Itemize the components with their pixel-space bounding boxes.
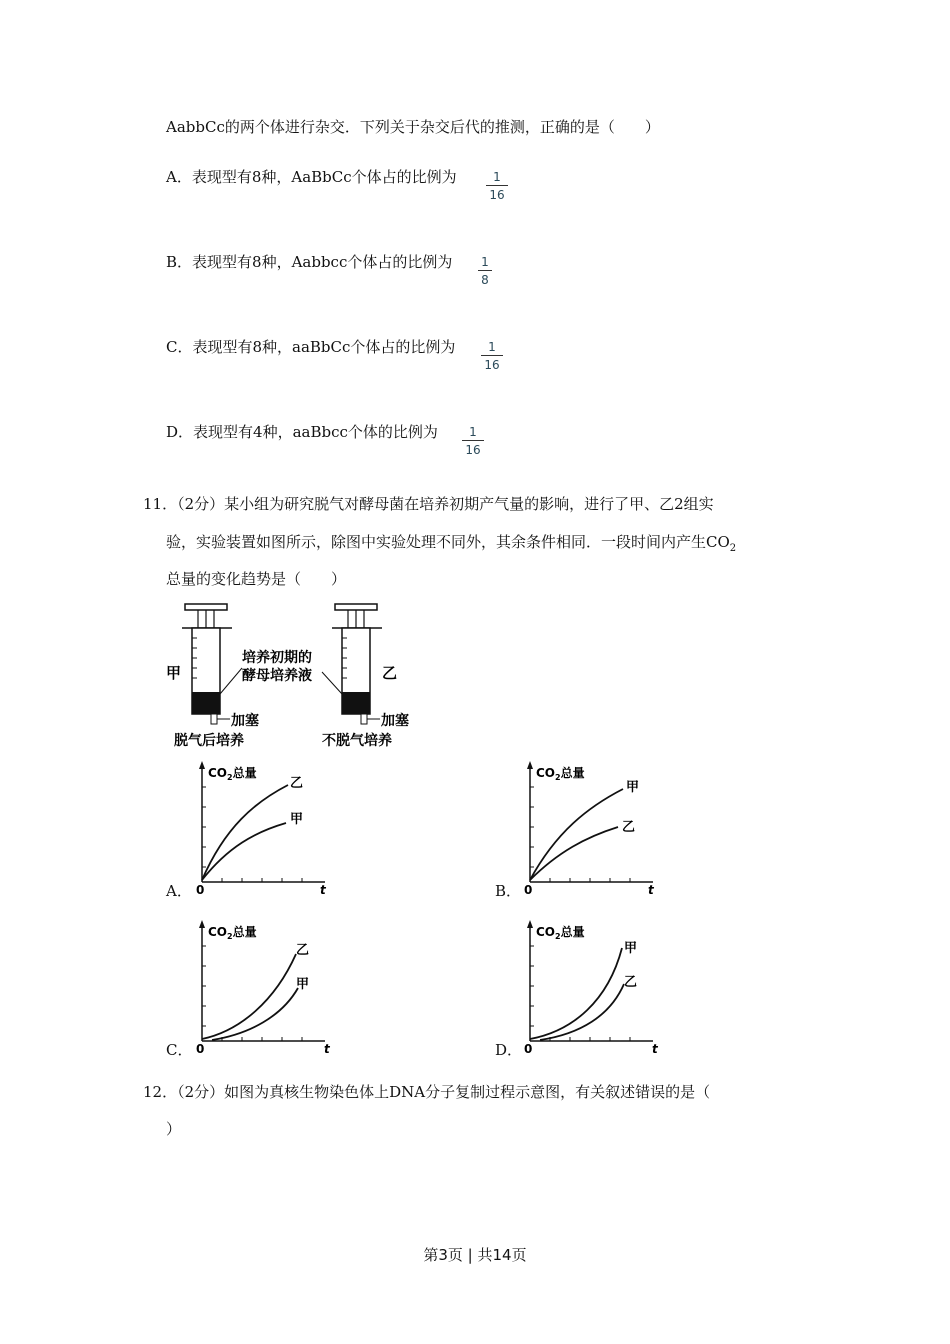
graph-a — [190, 757, 340, 897]
q11-option-a-label: A． — [166, 882, 192, 900]
page-footer: 第3页 | 共14页 — [423, 1246, 527, 1264]
fraction-denominator: 16 — [484, 358, 500, 372]
q10-option-c: C．表现型有8种，aaBbCc个体占的比例为 — [166, 338, 456, 356]
q10-option-c-fraction — [481, 340, 503, 372]
graph-ylabel-rest: 总量 — [232, 766, 257, 780]
graph-ylabel-rest: 总量 — [560, 766, 585, 780]
label-stopper-left: 加塞 — [231, 713, 259, 729]
q10-option-d: D．表现型有4种，aaBbcc个体的比例为 — [166, 423, 438, 441]
graph-origin: 0 — [524, 883, 533, 897]
curve-lower — [202, 823, 286, 880]
experiment-apparatus-figure — [160, 598, 430, 753]
graph-ylabel: CO — [208, 766, 228, 780]
caption-degassed: 脱气后培养 — [174, 733, 244, 749]
q10-option-b: B．表现型有8种，Aabbcc个体占的比例为 — [166, 253, 453, 271]
graph-xlabel: t — [324, 1042, 330, 1056]
q12-line1: 12．（2分）如图为真核生物染色体上DNA分子复制过程示意图，有关叙述错误的是（ — [143, 1083, 711, 1101]
fraction-denominator: 16 — [465, 443, 481, 457]
graph-ylabel-rest: 总量 — [560, 925, 585, 939]
q10-option-b-fraction — [478, 255, 492, 287]
graph-ylabel-sub: 2 — [227, 773, 233, 782]
label-culture-2: 酵母培养液 — [242, 668, 312, 684]
q12-line2: ） — [166, 1120, 182, 1138]
graph-ylabel-sub: 2 — [555, 773, 561, 782]
graph-lower-label: 甲 — [296, 977, 310, 992]
graph-lower-label: 乙 — [622, 820, 636, 835]
label-yi: 乙 — [382, 664, 398, 682]
graph-ylabel-sub: 2 — [227, 932, 233, 941]
svg-text:CO2总量 — [536, 765, 585, 782]
fraction-denominator: 16 — [489, 188, 505, 202]
graph-upper-label: 甲 — [626, 780, 640, 795]
graph-upper-label: 甲 — [624, 941, 638, 956]
label-culture-1: 培养初期的 — [242, 650, 312, 666]
label-stopper-right: 加塞 — [381, 713, 409, 729]
graph-ylabel-rest: 总量 — [232, 925, 257, 939]
q10-option-a: A．表现型有8种，AaBbCc个体占的比例为 — [166, 168, 457, 186]
svg-text:CO2总量 — [208, 765, 257, 782]
svg-text:CO2总量 — [208, 924, 257, 941]
q11-line3: 总量的变化趋势是（ ） — [166, 570, 347, 588]
graph-lower-label: 乙 — [624, 975, 638, 990]
graph-lower-label: 甲 — [290, 812, 304, 827]
graph-upper-label: 乙 — [296, 943, 310, 958]
fraction-numerator: 1 — [488, 340, 496, 354]
left-syringe — [182, 604, 232, 724]
curve-lower — [530, 827, 618, 880]
graph-upper-label: 乙 — [290, 776, 304, 791]
curve-upper — [530, 948, 622, 1039]
fraction-numerator: 1 — [469, 425, 477, 439]
graph-xlabel: t — [320, 883, 326, 897]
graph-origin: 0 — [524, 1042, 533, 1056]
q10-option-d-fraction — [462, 425, 484, 457]
q10-option-a-fraction — [486, 170, 508, 202]
graph-xlabel: t — [648, 883, 654, 897]
q11-line2-main: 验，实验装置如图所示，除图中实验处理不同外，其余条件相同．一段时间内产生CO — [166, 533, 730, 551]
graph-d — [518, 916, 668, 1056]
graph-origin: 0 — [196, 1042, 205, 1056]
fraction-denominator: 8 — [481, 273, 489, 287]
q11-line2 — [166, 532, 736, 559]
graph-xlabel: t — [652, 1042, 658, 1056]
q11-line2-subscript: 2 — [729, 543, 737, 554]
q10-intro: AabbCc的两个体进行杂交．下列关于杂交后代的推测，正确的是（ ） — [166, 118, 660, 136]
caption-not-degassed: 不脱气培养 — [322, 733, 392, 749]
label-jia: 甲 — [166, 664, 182, 682]
fraction-numerator: 1 — [481, 255, 489, 269]
q11-option-b-label: B． — [495, 882, 522, 900]
q11-option-d-label: D． — [495, 1041, 523, 1059]
graph-b — [518, 757, 668, 897]
graph-ylabel: CO — [536, 925, 556, 939]
q11-line1: 11．（2分）某小组为研究脱气对酵母菌在培养初期产气量的影响，进行了甲、乙2组实 — [143, 495, 714, 513]
graph-ylabel: CO — [536, 766, 556, 780]
right-syringe — [332, 604, 382, 724]
graph-ylabel: CO — [208, 925, 228, 939]
fraction-numerator: 1 — [493, 170, 501, 184]
q11-option-c-label: C． — [166, 1041, 193, 1059]
graph-origin: 0 — [196, 883, 205, 897]
graph-ylabel-sub: 2 — [555, 932, 561, 941]
graph-c — [190, 916, 340, 1056]
curve-upper — [202, 954, 296, 1039]
svg-text:CO2总量 — [536, 924, 585, 941]
